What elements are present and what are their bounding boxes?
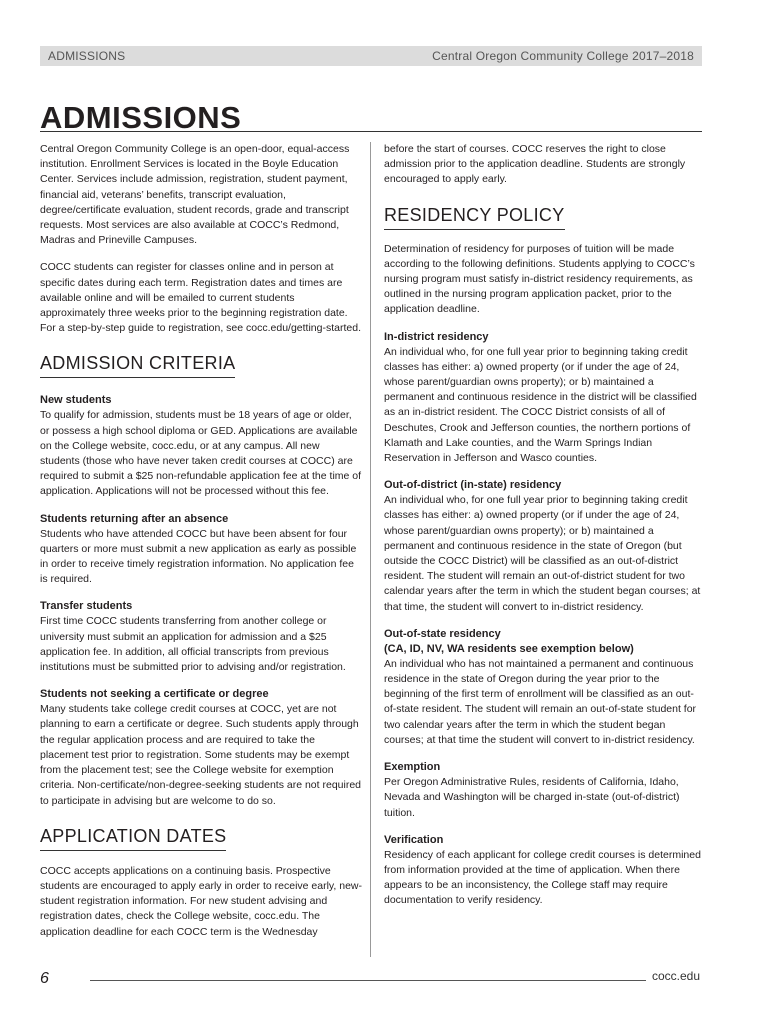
intro-paragraph-2: COCC students can register for classes online and in person at specific dates during each term. Registration dates and times are available online and will be emailed to current students approximately three weeks prior to the beginning registration date. For a step-by-step guide to registration, see cocc.edu/getting-started. (40, 261, 362, 335)
not-seeking-heading: Students not seeking a certificate or degree (40, 688, 269, 701)
page-title: ADMISSIONS (40, 100, 242, 135)
out-of-state-text: An individual who has not maintained a permanent and continuous residence in the state of Oregon during the year prior to the beginning of the first term of enrollment will be classified as an out-of-state resident. The student will remain an out-of-state student for two calendar years after the term in which the student began courses; at that time the student will convert to in-district residency. (384, 657, 697, 746)
application-dates-continued: before the start of courses. COCC reserves the right to close admission prior to the application deadline. Students are strongly encouraged to apply early. (384, 143, 686, 186)
in-district-heading: In-district residency (384, 330, 489, 343)
transfer-students-text: First time COCC students transferring from another college or university must submit an application for admission and a $25 application fee. In addition, all official transcripts from previous institutions must be submitted prior to advising and/or registration. (40, 615, 346, 674)
new-students-text: To qualify for admission, students must be 18 years of age or older, or possess a high school diploma or GED. Applications are available on the College website, cocc.edu, or at any campus. All new students (those who have never taken credit courses at COCC) are required to submit a $25 non-refundable application fee at the time of application. Applications will not be processed without this fee. (40, 409, 362, 498)
exemption-text: Per Oregon Administrative Rules, residents of California, Idaho, Nevada and Washington will be charged in-state (out-of-district) tuition. (384, 776, 680, 819)
running-header (40, 46, 702, 66)
title-rule (40, 131, 702, 132)
header-college: Central Oregon Community College 2017–2018 (432, 49, 694, 63)
returning-students-heading: Students returning after an absence (40, 512, 229, 525)
footer-url: cocc.edu (652, 969, 701, 983)
new-students-heading: New students (40, 394, 112, 407)
application-dates-heading: APPLICATION DATES (40, 826, 226, 851)
footer-rule (90, 980, 646, 981)
header-section: ADMISSIONS (48, 49, 126, 63)
intro-paragraph-1: Central Oregon Community College is an open-door, equal-access institution. Enrollment Services is located in the Boyle Education Center. Services include admission, registration, student payment, financial aid, veterans’ benefits, transcript evaluation, degree/certificate evaluation, student records, grade and transcript requests. Most services are also available at COCC’s Redmond, Madras and Prineville Campuses. (40, 143, 350, 247)
out-of-district-text: An individual who, for one full year prior to beginning taking credit classes has either: a) owned property (or if under the age of 24, whose parent/guardian owns property); or b) maintained a permanent and continuous residence in the state of Oregon (but outside the COCC District) will be classified as an out-of-district resident. The student will remain an out-of-district student for two calendar years after the term in which the student began courses; at that time, the student will convert to in-district residency. (384, 494, 701, 613)
residency-policy-text: Determination of residency for purposes of tuition will be made according to the following definitions. Students applying to COCC’s nursing program must satisfy in-district residency requirements, as outlined in the nursing program application packet, prior to the application deadline. (384, 242, 695, 316)
not-seeking-text: Many students take college credit courses at COCC, yet are not planning to earn a certificate or degree. Such students apply through the regular application process and are required to take the placement test prior to registration. Some students may be exempt from the placement test; see the College website for exemption criteria. Non-certificate/non-degree-seeking students are not required to participate in advising but are welcome to do so. (40, 703, 362, 807)
column-divider (370, 142, 371, 957)
page-number: 6 (40, 970, 49, 987)
out-of-state-subheading: (CA, ID, NV, WA residents see exemption below) (384, 642, 634, 655)
admission-criteria-heading: ADMISSION CRITERIA (40, 353, 235, 378)
transfer-students-heading: Transfer students (40, 600, 133, 613)
right-column (384, 142, 704, 909)
in-district-text: An individual who, for one full year prior to beginning taking credit classes has either: a) owned property (or if under the age of 24, whose parent/guardian owns property); or b) maintained a permanent and continuous residence in the district will be classified as an in-district resident. The COCC District consists of all of Deschutes, Crook and Jefferson counties, the northern portions of Klamath and Lake counties, and the Warm Springs Indian Reservation in Jefferson and Wasco counties. (384, 345, 697, 465)
residency-policy-heading: RESIDENCY POLICY (384, 205, 565, 230)
out-of-state-heading: Out-of-state residency (384, 627, 501, 640)
verification-text: Residency of each applicant for college credit courses is determined from information provided at the time of application. When there appears to be an inconsistency, the College staff may require documentation to verify residency. (384, 848, 701, 907)
left-column (40, 142, 362, 940)
verification-heading: Verification (384, 833, 444, 846)
out-of-district-heading: Out-of-district (in-state) residency (384, 479, 562, 492)
returning-students-text: Students who have attended COCC but have been absent for four quarters or more must submit a new application as early as possible in order to receive timely registration information. No application fee is required. (40, 527, 357, 586)
exemption-heading: Exemption (384, 761, 441, 774)
application-dates-text: COCC accepts applications on a continuing basis. Prospective students are encouraged to apply early in order to receive early, new-student registration information. For new student advising and registration dates, check the College website, cocc.edu. The application deadline for each COCC term is the Wednesday (40, 864, 362, 938)
